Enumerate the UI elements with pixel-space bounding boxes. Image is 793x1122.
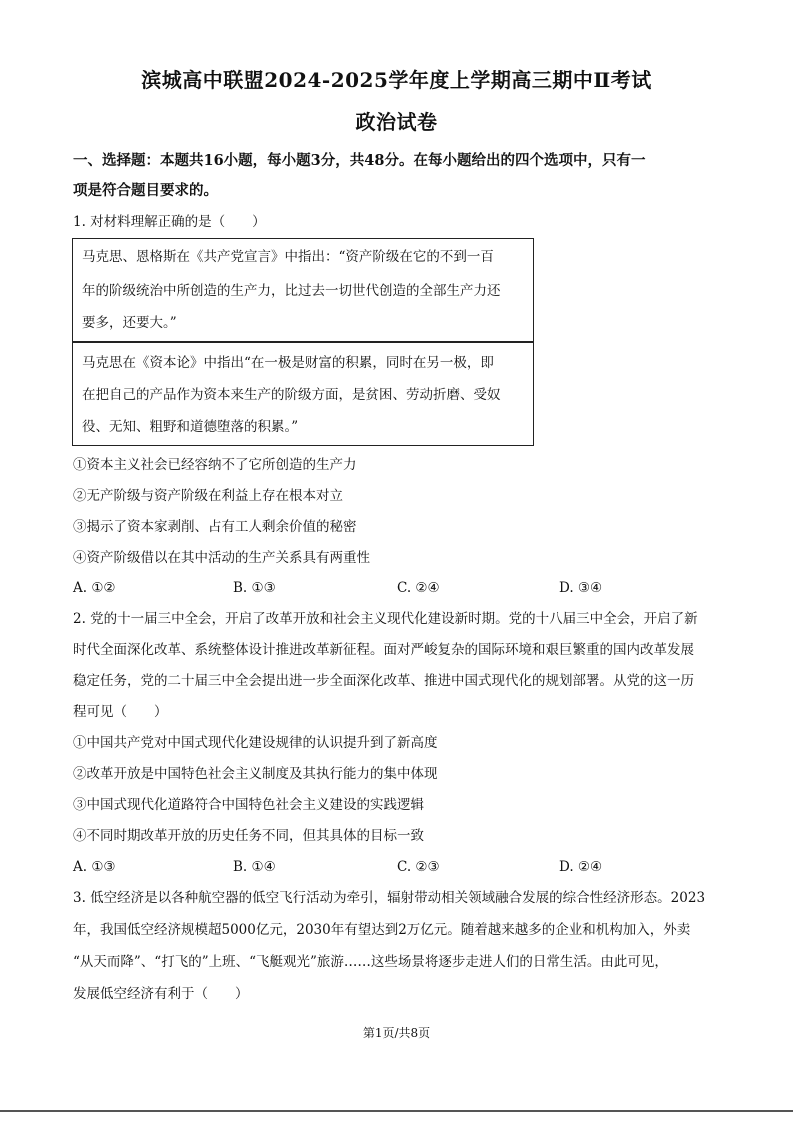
q1-material-box-2 (72, 342, 534, 446)
q3-stem-line: 发展低空经济有利于（ ） (73, 986, 249, 1002)
q2-option-c[interactable]: C. ②③ (397, 859, 440, 875)
q1-option-b[interactable]: B. ①③ (233, 580, 276, 596)
q2-option-a[interactable]: A. ①③ (73, 859, 116, 875)
q1-item: ③揭示了资本家剥削、占有工人剩余价值的秘密 (73, 519, 357, 535)
exam-title: 滨城高中联盟2024-2025学年度上学期高三期中Ⅱ考试 (141, 68, 652, 92)
q1-box1-line: 马克思、恩格斯在《共产党宣言》中指出：“资产阶级在它的不到一百 (82, 249, 494, 265)
q1-item: ①资本主义社会已经容纳不了它所创造的生产力 (73, 457, 357, 473)
q1-stem: 1. 对材料理解正确的是（ ） (73, 214, 266, 230)
q1-option-c[interactable]: C. ②④ (397, 580, 440, 596)
q1-option-a[interactable]: A. ①② (73, 580, 116, 596)
bottom-divider (0, 1110, 793, 1112)
q1-item: ④资产阶级借以在其中活动的生产关系具有两重性 (73, 550, 370, 566)
q2-option-d[interactable]: D. ②④ (559, 859, 603, 875)
q3-stem-line: “从天而降”、“打飞的”上班、“飞艇观光”旅游……这些场景将逐步走进人们的日常生活。由此可见， (73, 954, 668, 970)
q3-stem-line: 年，我国低空经济规模超5000亿元，2030年有望达到2万亿元。随着越来越多的企业和机构加入，外卖 (73, 922, 691, 938)
q1-box2-line: 马克思在《资本论》中指出“在一极是财富的积累，同时在另一极，即 (82, 355, 494, 371)
q1-box1-line: 要多，还要大。” (82, 315, 177, 331)
q2-stem-line: 时代全面深化改革、系统整体设计推进改革新征程。面对严峻复杂的国际环境和艰巨繁重的国内改革发展 (73, 642, 694, 658)
q2-item: ①中国共产党对中国式现代化建设规律的认识提升到了新高度 (73, 735, 438, 751)
q2-stem-line: 程可见（ ） (73, 704, 168, 720)
q1-item: ②无产阶级与资产阶级在利益上存在根本对立 (73, 488, 343, 504)
section-heading-line1: 一、选择题：本题共16小题，每小题3分，共48分。在每小题给出的四个选项中，只有一 (73, 152, 646, 169)
q2-item: ②改革开放是中国特色社会主义制度及其执行能力的集中体现 (73, 766, 438, 782)
exam-subtitle: 政治试卷 (355, 110, 438, 134)
q1-box1-line: 年的阶级统治中所创造的生产力，比过去一切世代创造的全部生产力还 (82, 283, 501, 299)
q2-stem-line: 稳定任务，党的二十届三中全会提出进一步全面深化改革、推进中国式现代化的规划部署。从党的这一历 (73, 673, 694, 689)
q2-item: ④不同时期改革开放的历史任务不同，但其具体的目标一致 (73, 828, 424, 844)
section-heading-line2: 项是符合题目要求的。 (73, 182, 218, 199)
q3-stem-line: 3. 低空经济是以各种航空器的低空飞行活动为牵引，辐射带动相关领域融合发展的综合性经济形态。2023 (73, 890, 706, 906)
q2-option-b[interactable]: B. ①④ (233, 859, 276, 875)
q1-option-d[interactable]: D. ③④ (559, 580, 603, 596)
q1-box2-line: 役、无知、粗野和道德堕落的积累。” (82, 419, 299, 435)
q1-box2-line: 在把自己的产品作为资本来生产的阶级方面，是贫困、劳动折磨、受奴 (82, 387, 501, 403)
q2-item: ③中国式现代化道路符合中国特色社会主义建设的实践逻辑 (73, 797, 424, 813)
page-footer: 第1页/共8页 (362, 1026, 431, 1040)
q2-stem-line: 2. 党的十一届三中全会，开启了改革开放和社会主义现代化建设新时期。党的十八届三中全会，开启了新 (73, 611, 698, 627)
q1-material-box-1 (72, 238, 534, 342)
